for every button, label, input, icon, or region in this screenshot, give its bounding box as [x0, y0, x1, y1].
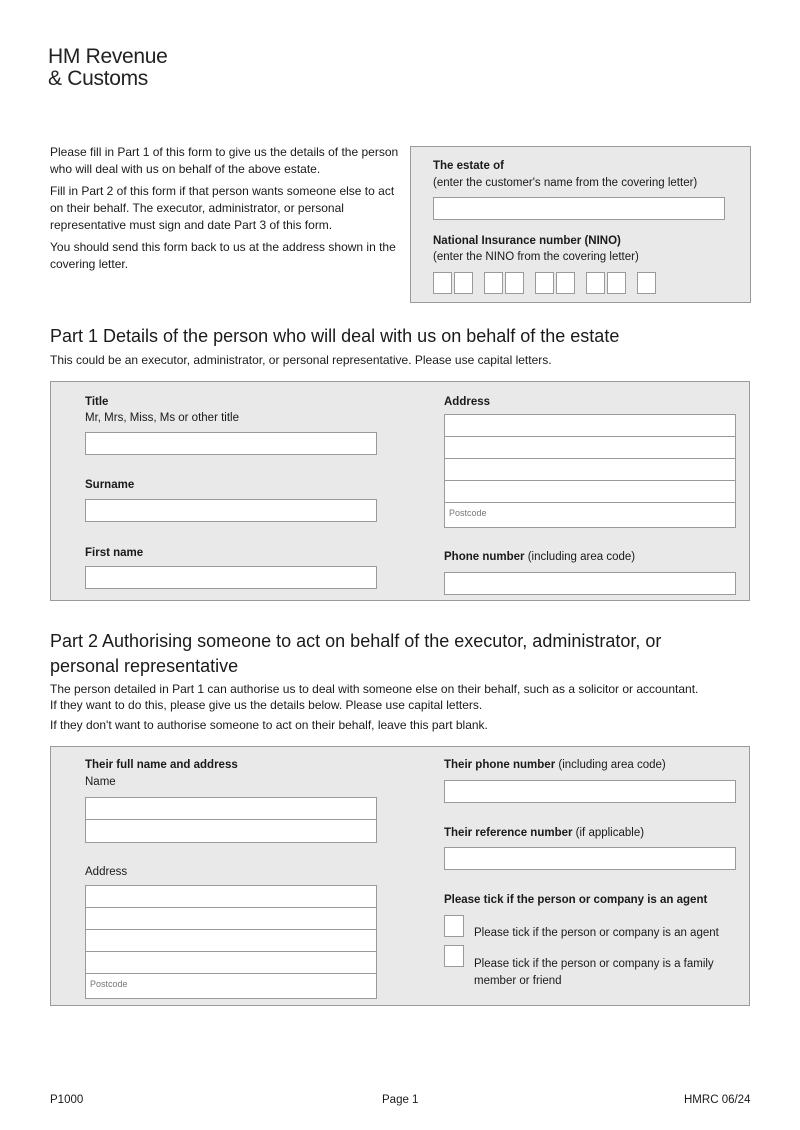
agent-postcode-field[interactable]: Postcode: [90, 979, 128, 989]
title-field[interactable]: [85, 432, 377, 455]
estate-label: The estate of: [433, 160, 504, 172]
name-line[interactable]: [86, 820, 376, 842]
address-line[interactable]: [445, 481, 735, 503]
page-number: Page 1: [382, 1094, 419, 1106]
form-version: HMRC 06/24: [684, 1094, 751, 1106]
postcode-field[interactable]: Postcode: [449, 508, 487, 518]
phone-label-group: [444, 550, 635, 565]
nino-cell[interactable]: [556, 272, 575, 294]
address-line[interactable]: [445, 415, 735, 437]
name-line[interactable]: [86, 798, 376, 820]
part2-heading-line-2: personal representative: [50, 656, 239, 676]
nino-field: [433, 272, 658, 294]
title-label: Title: [85, 396, 109, 408]
part2-intro-line-2: If they want to do this, please give us the details below. Please use capital letters.: [50, 698, 483, 712]
first-name-label: First name: [85, 547, 144, 559]
estate-hint: (enter the customer's name from the covering letter): [433, 177, 698, 189]
reference-label: Their reference number: [444, 827, 573, 839]
logo-line-1: HM Revenue: [48, 45, 168, 68]
phone-field[interactable]: [444, 572, 736, 595]
nino-hint: (enter the NINO from the covering letter): [433, 251, 639, 263]
logo-line-2: & Customs: [48, 67, 148, 90]
address-line[interactable]: [445, 437, 735, 459]
nino-cell[interactable]: [484, 272, 503, 294]
nino-cell[interactable]: [433, 272, 452, 294]
address-label: Address: [444, 396, 491, 408]
family-friend-checkbox-label: Please tick if the person or company is a family member or friend: [474, 958, 714, 987]
surname-label: Surname: [85, 479, 135, 491]
title-hint: Mr, Mrs, Miss, Ms or other title: [85, 412, 239, 424]
intro-paragraph-2: Fill in Part 2 of this form if that person wants someone else to act on their behalf. The executor, administrator, or personal representative must sign and date Part 3 of this form.: [50, 184, 395, 232]
part2-intro-line-1: The person detailed in Part 1 can authorise us to deal with someone else on their behalf, such as a solicitor or accountant.: [50, 682, 699, 696]
form-code: P1000: [50, 1094, 84, 1106]
address-line[interactable]: [86, 930, 376, 952]
family-friend-checkbox[interactable]: [444, 945, 464, 967]
part2-heading: [50, 629, 661, 679]
intro-paragraph-1: Please fill in Part 1 of this form to give us the details of the person who will deal with us on behalf of the above estate.: [50, 145, 399, 176]
agent-checkbox-label: Please tick if the person or company is an agent: [474, 927, 719, 939]
agent-address-field: [85, 885, 377, 999]
first-name-field[interactable]: [85, 566, 377, 589]
agent-tick-heading: Please tick if the person or company is an agent: [444, 894, 708, 906]
part1-panel: [50, 381, 750, 601]
nino-label: National Insurance number (NINO): [433, 235, 621, 247]
phone-label: Phone number: [444, 551, 525, 563]
part1-heading: Part 1 Details of the person who will deal with us on behalf of the estate: [50, 326, 620, 346]
intro-paragraph-3: You should send this form back to us at the address shown in the covering letter.: [50, 240, 396, 271]
nino-cell[interactable]: [637, 272, 656, 294]
agent-name-field: [85, 797, 377, 843]
address-line[interactable]: [86, 886, 376, 908]
their-phone-field[interactable]: [444, 780, 736, 803]
address-line[interactable]: [445, 459, 735, 481]
address-field: [444, 414, 736, 528]
estate-name-field[interactable]: [433, 197, 725, 220]
part2-heading-line-1: Part 2 Authorising someone to act on behalf of the executor, administrator, or: [50, 631, 662, 651]
phone-hint: (including area code): [524, 551, 636, 563]
nino-cell[interactable]: [607, 272, 626, 294]
nino-cell[interactable]: [454, 272, 473, 294]
part2-panel: [50, 746, 750, 1006]
nino-cell[interactable]: [535, 272, 554, 294]
their-phone-hint: (including area code): [555, 759, 666, 771]
part2-intro: [50, 681, 750, 733]
full-name-address-label: Their full name and address: [85, 759, 238, 771]
estate-panel: [410, 146, 751, 303]
nino-cell[interactable]: [505, 272, 524, 294]
reference-field[interactable]: [444, 847, 736, 870]
address-line[interactable]: [86, 952, 376, 974]
intro-text: [50, 144, 400, 278]
surname-field[interactable]: [85, 499, 377, 522]
address-line[interactable]: [86, 908, 376, 930]
agent-checkbox[interactable]: [444, 915, 464, 937]
nino-cell[interactable]: [586, 272, 605, 294]
part2-intro-line-3: If they don't want to authorise someone to act on their behalf, leave this part blank.: [50, 718, 488, 732]
reference-hint: (if applicable): [572, 827, 645, 839]
hmrc-logo: [48, 46, 168, 90]
their-phone-label-group: [444, 758, 666, 773]
reference-label-group: [444, 826, 644, 841]
name-sublabel: Name: [85, 776, 116, 788]
part1-intro: This could be an executor, administrator, or personal representative. Please use capital letters.: [50, 353, 552, 367]
their-phone-label: Their phone number: [444, 759, 556, 771]
address-sublabel: Address: [85, 866, 128, 878]
